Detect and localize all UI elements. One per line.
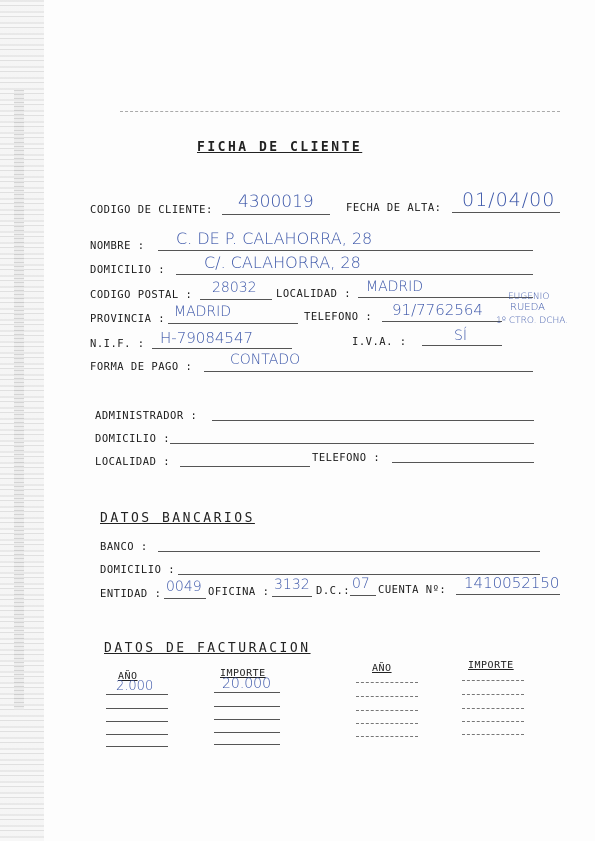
dc-value[interactable]: 07 (352, 576, 370, 592)
billing-line-imp2-r2[interactable] (462, 694, 524, 695)
provincia-label: PROVINCIA : (90, 313, 166, 325)
billing-line-imp2-r3[interactable] (462, 708, 524, 709)
entidad-label: ENTIDAD : (100, 588, 162, 600)
entidad-value[interactable]: 0049 (166, 579, 202, 595)
billing-line-ano1-r5[interactable] (106, 746, 168, 747)
col-importe-1: IMPORTE (220, 668, 266, 679)
cuenta-label: CUENTA Nº: (378, 584, 447, 596)
billing-line-ano1-r1[interactable] (106, 694, 168, 695)
forma-pago-label: FORMA DE PAGO : (90, 361, 193, 373)
dc-label: D.C.: (316, 585, 351, 597)
fecha-alta-line (452, 212, 560, 213)
nombre-value[interactable]: C. DE P. CALAHORRA, 28 (176, 229, 373, 248)
billing-line-ano2-r4[interactable] (356, 723, 418, 724)
telefono-note-line3: 1º CTRO. DCHA. (496, 316, 569, 326)
provincia-line (168, 323, 298, 324)
codigo-cliente-label: CODIGO DE CLIENTE: (90, 204, 213, 216)
fecha-alta-value[interactable]: 01/04/00 (462, 189, 556, 211)
nombre-line (158, 250, 533, 251)
iva-line (422, 345, 502, 346)
datos-facturacion-title: DATOS DE FACTURACION (104, 641, 311, 656)
billing-line-imp2-r1[interactable] (462, 680, 524, 681)
col-ano-1: AÑO (118, 671, 138, 682)
billing-line-imp1-r5[interactable] (214, 744, 280, 745)
cuenta-line (456, 594, 560, 595)
codigo-cliente-value[interactable]: 4300019 (238, 192, 314, 212)
billing-line-ano2-r1[interactable] (356, 682, 418, 683)
localidad-label: LOCALIDAD : (276, 288, 352, 300)
domicilio-value[interactable]: C/. CALAHORRA, 28 (204, 253, 361, 272)
col-importe-2: IMPORTE (468, 660, 514, 671)
top-divider (120, 111, 560, 112)
cuenta-value[interactable]: 1410052150 (464, 574, 560, 592)
telefono-note-line2: RUEDA (510, 302, 545, 313)
admin-domicilio-line[interactable] (170, 443, 534, 444)
localidad-value[interactable]: MADRID (366, 279, 424, 295)
domicilio-line (176, 274, 533, 275)
telefono-value[interactable]: 91/7762564 (392, 301, 483, 319)
oficina-line (272, 596, 312, 597)
billing-line-ano1-r4[interactable] (106, 734, 168, 735)
admin-telefono-line[interactable] (392, 462, 534, 463)
codigo-postal-label: CODIGO POSTAL : (90, 289, 193, 301)
nif-value[interactable]: H-79084547 (160, 329, 254, 347)
codigo-postal-value[interactable]: 28032 (212, 280, 257, 296)
billing-line-imp1-r2[interactable] (214, 706, 280, 707)
localidad-line (358, 297, 533, 298)
admin-telefono-label: TELEFONO : (312, 452, 381, 464)
forma-pago-value[interactable]: CONTADO (230, 352, 301, 368)
dc-line (350, 595, 376, 596)
billing-line-imp1-r3[interactable] (214, 719, 280, 720)
billing-line-ano1-r2[interactable] (106, 708, 168, 709)
row1-importe-value[interactable]: 20.000 (222, 676, 271, 692)
iva-value[interactable]: SÍ (454, 328, 468, 344)
admin-localidad-label: LOCALIDAD : (95, 456, 171, 468)
entidad-line (164, 598, 206, 599)
form-title: FICHA DE CLIENTE (197, 140, 363, 155)
admin-domicilio-label: DOMICILIO : (95, 433, 171, 445)
admin-localidad-line[interactable] (180, 466, 310, 467)
banco-domicilio-label: DOMICILIO : (100, 564, 176, 576)
billing-line-imp1-r1[interactable] (214, 692, 280, 693)
oficina-label: OFICINA : (208, 586, 270, 598)
billing-line-ano2-r3[interactable] (356, 710, 418, 711)
telefono-label: TELEFONO : (304, 311, 373, 323)
oficina-value[interactable]: 3132 (274, 577, 310, 593)
row1-ano-value[interactable]: 2.000 (116, 679, 154, 694)
billing-line-imp2-r5[interactable] (462, 734, 524, 735)
scan-edge-artifact-inner (14, 90, 24, 710)
administrador-label: ADMINISTRADOR : (95, 410, 198, 422)
nif-label: N.I.F. : (90, 338, 145, 350)
billing-line-ano1-r3[interactable] (106, 721, 168, 722)
telefono-line (382, 321, 502, 322)
iva-label: I.V.A. : (352, 336, 407, 348)
codigo-postal-line (200, 299, 272, 300)
col-ano-2: AÑO (372, 663, 392, 674)
administrador-line[interactable] (212, 420, 534, 421)
billing-line-imp1-r4[interactable] (214, 732, 280, 733)
fecha-alta-label: FECHA DE ALTA: (346, 202, 442, 214)
forma-pago-line (204, 371, 533, 372)
billing-line-ano2-r5[interactable] (356, 736, 418, 737)
nif-line (152, 348, 292, 349)
domicilio-label: DOMICILIO : (90, 264, 166, 276)
codigo-cliente-line (222, 214, 330, 215)
datos-bancarios-title: DATOS BANCARIOS (100, 511, 255, 526)
provincia-value[interactable]: MADRID (174, 304, 232, 320)
banco-line[interactable] (158, 551, 540, 552)
billing-line-imp2-r4[interactable] (462, 721, 524, 722)
telefono-note-line1: EUGENIO (508, 292, 550, 302)
banco-label: BANCO : (100, 541, 148, 553)
nombre-label: NOMBRE : (90, 240, 145, 252)
billing-line-ano2-r2[interactable] (356, 696, 418, 697)
